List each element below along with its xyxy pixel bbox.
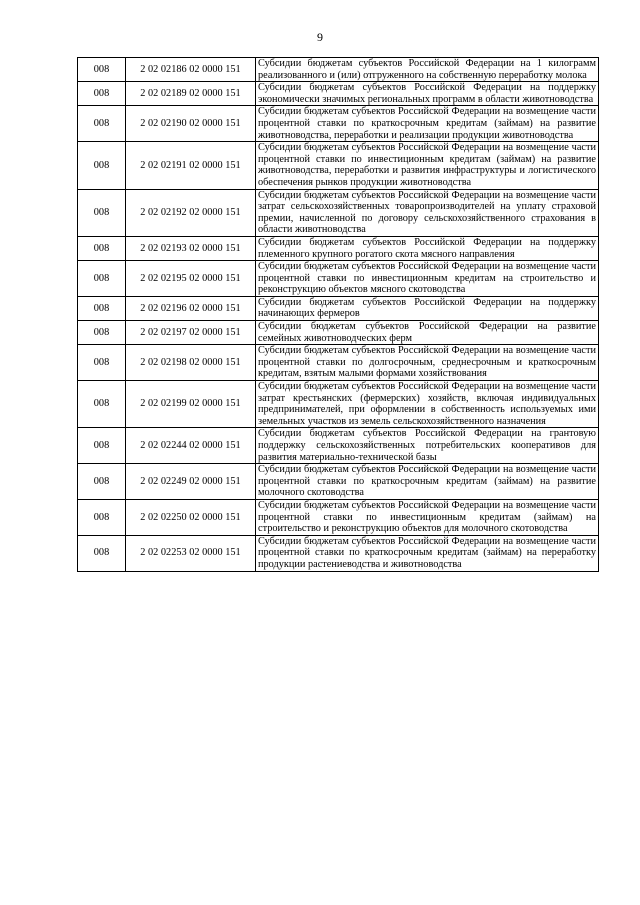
description-cell: Субсидии бюджетам субъектов Российской Федерации на возмещение части процентной ставки по краткосрочным кредитам (займам) на переработку продукции растениеводства и животноводства xyxy=(256,535,599,571)
admin-code-cell: 008 xyxy=(78,464,126,500)
description-cell: Субсидии бюджетам субъектов Российской Федерации на возмещение части процентной ставки по краткосрочным кредитам (займам) на развитие молочного скотоводства xyxy=(256,464,599,500)
description-cell: Субсидии бюджетам субъектов Российской Федерации на поддержку племенного крупного рогатого скота мясного направления xyxy=(256,236,599,260)
budget-code-cell: 2 02 02250 02 0000 151 xyxy=(126,499,256,535)
budget-code-cell: 2 02 02249 02 0000 151 xyxy=(126,464,256,500)
description-cell: Субсидии бюджетам субъектов Российской Федерации на возмещение части процентной ставки по долгосрочным, среднесрочным и краткосрочным кредитам, взятым малыми формами хозяйствования xyxy=(256,345,599,381)
budget-codes-table xyxy=(77,57,599,572)
page-number: 9 xyxy=(317,30,323,44)
budget-code-cell: 2 02 02190 02 0000 151 xyxy=(126,106,256,142)
table-row xyxy=(78,58,599,82)
description-cell: Субсидии бюджетам субъектов Российской Федерации на возмещение части процентной ставки по инвестиционным кредитам (займам) на строительство и реконструкцию объектов для молочного скотоводства xyxy=(256,499,599,535)
table-row xyxy=(78,261,599,297)
admin-code-cell: 008 xyxy=(78,189,126,236)
admin-code-cell: 008 xyxy=(78,261,126,297)
budget-code-cell: 2 02 02244 02 0000 151 xyxy=(126,428,256,464)
table-row xyxy=(78,535,599,571)
admin-code-cell: 008 xyxy=(78,236,126,260)
table-row xyxy=(78,106,599,142)
description-cell: Субсидии бюджетам субъектов Российской Федерации на возмещение части процентной ставки по инвестиционным кредитам на строительство и реконструкцию объектов мясного скотоводства xyxy=(256,261,599,297)
budget-code-cell: 2 02 02198 02 0000 151 xyxy=(126,345,256,381)
admin-code-cell: 008 xyxy=(78,381,126,428)
admin-code-cell: 008 xyxy=(78,345,126,381)
table-row xyxy=(78,321,599,345)
description-cell: Субсидии бюджетам субъектов Российской Федерации на развитие семейных животноводческих ферм xyxy=(256,321,599,345)
description-cell: Субсидии бюджетам субъектов Российской Федерации на возмещение части затрат сельскохозяйственных товаропроизводителей на уплату страховой премии, начисленной по договору сельскохозяйственного страхования в области животноводства xyxy=(256,189,599,236)
description-cell: Субсидии бюджетам субъектов Российской Федерации на возмещение части процентной ставки по инвестиционным кредитам (займам) на развитие животноводства, переработки и развития инфраструктуры и логистического обеспечения рынков продукции животноводства xyxy=(256,142,599,189)
admin-code-cell: 008 xyxy=(78,535,126,571)
budget-code-cell: 2 02 02193 02 0000 151 xyxy=(126,236,256,260)
admin-code-cell: 008 xyxy=(78,142,126,189)
budget-code-cell: 2 02 02191 02 0000 151 xyxy=(126,142,256,189)
budget-code-cell: 2 02 02195 02 0000 151 xyxy=(126,261,256,297)
admin-code-cell: 008 xyxy=(78,428,126,464)
description-cell: Субсидии бюджетам субъектов Российской Федерации на 1 килограмм реализованного и (или) отгруженного на собственную переработку молока xyxy=(256,58,599,82)
budget-code-cell: 2 02 02186 02 0000 151 xyxy=(126,58,256,82)
budget-code-cell: 2 02 02197 02 0000 151 xyxy=(126,321,256,345)
admin-code-cell: 008 xyxy=(78,321,126,345)
table-row xyxy=(78,464,599,500)
table-row xyxy=(78,82,599,106)
admin-code-cell: 008 xyxy=(78,82,126,106)
table-row xyxy=(78,236,599,260)
budget-code-cell: 2 02 02199 02 0000 151 xyxy=(126,381,256,428)
budget-code-cell: 2 02 02189 02 0000 151 xyxy=(126,82,256,106)
description-cell: Субсидии бюджетам субъектов Российской Федерации на возмещение части затрат крестьянских (фермерских) хозяйств, включая индивидуальных предпринимателей, при оформлении в собственность используемых ими земельных участков из земель сельскохозяйственного назначения xyxy=(256,381,599,428)
description-cell: Субсидии бюджетам субъектов Российской Федерации на поддержку экономически значимых региональных программ в области животноводства xyxy=(256,82,599,106)
table-row xyxy=(78,142,599,189)
table-row xyxy=(78,428,599,464)
description-cell: Субсидии бюджетам субъектов Российской Федерации на возмещение части процентной ставки по краткосрочным кредитам (займам) на развитие животноводства, переработки и реализации продукции животноводства xyxy=(256,106,599,142)
table-row xyxy=(78,189,599,236)
admin-code-cell: 008 xyxy=(78,106,126,142)
table-row xyxy=(78,296,599,320)
table-row xyxy=(78,381,599,428)
admin-code-cell: 008 xyxy=(78,58,126,82)
table-body xyxy=(78,58,599,572)
description-cell: Субсидии бюджетам субъектов Российской Федерации на грантовую поддержку сельскохозяйственных потребительских кооперативов для развития материально-технической базы xyxy=(256,428,599,464)
table-row xyxy=(78,499,599,535)
description-cell: Субсидии бюджетам субъектов Российской Федерации на поддержку начинающих фермеров xyxy=(256,296,599,320)
admin-code-cell: 008 xyxy=(78,499,126,535)
budget-code-cell: 2 02 02192 02 0000 151 xyxy=(126,189,256,236)
admin-code-cell: 008 xyxy=(78,296,126,320)
budget-code-cell: 2 02 02253 02 0000 151 xyxy=(126,535,256,571)
budget-code-cell: 2 02 02196 02 0000 151 xyxy=(126,296,256,320)
table-row xyxy=(78,345,599,381)
